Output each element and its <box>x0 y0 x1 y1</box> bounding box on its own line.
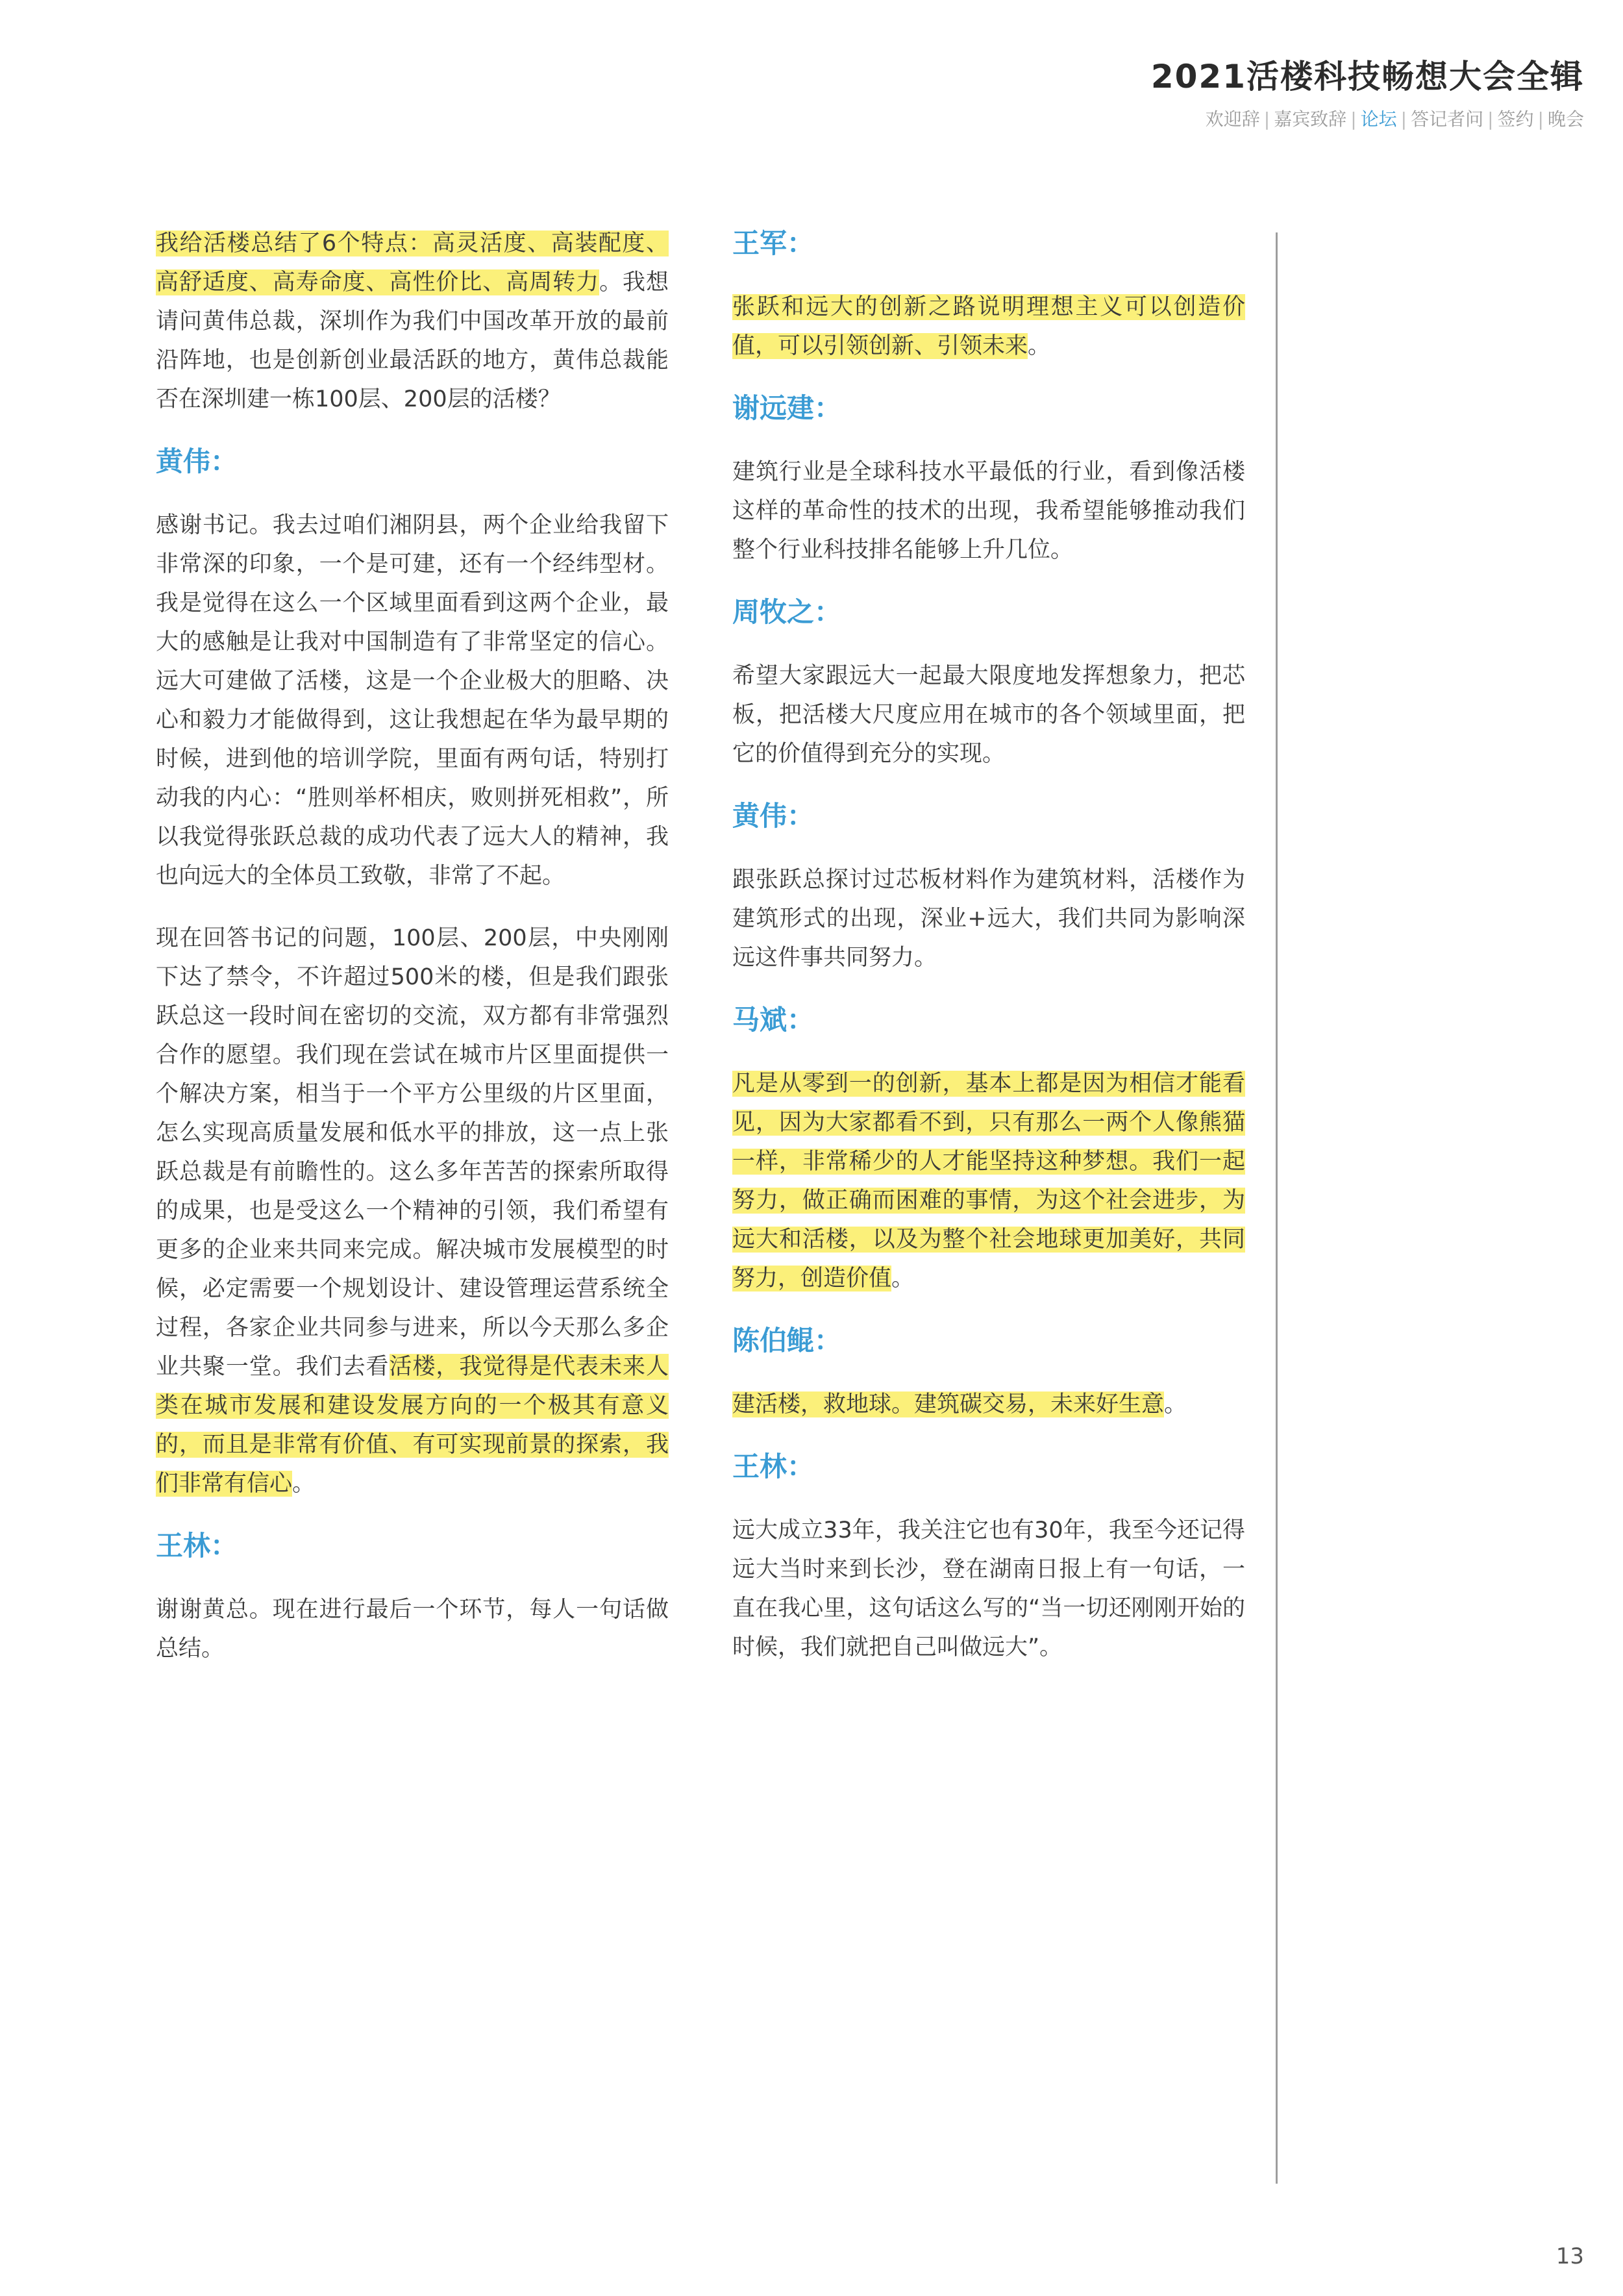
nav-separator: | <box>1263 108 1270 130</box>
paragraph-text: 现在回答书记的问题，100层、200层，中央刚刚下达了禁令，不许超过500米的楼，但是我们跟张跃总这一段时间在密切的交流，双方都有非常强烈合作的愿望。我们现在尝试在城市片区里面提供一个解决方案，相当于一个平方公里级的片区里面，怎么实现高质量发展和低水平的排放，这一点上张跃总裁是有前瞻性的。这么多年苦苦的探索所取得的成果，也是受这么一个精神的引领，我们希望有更多的企业来共同来完成。解决城市发展模型的时候，必定需要一个规划设计、建设管理运营系统全过程，各家企业共同参与进来，所以今天那么多企业共聚一堂。我们去看 <box>156 925 669 1380</box>
paragraph-text: 希望大家跟远大一起最大限度地发挥想象力，把芯板，把活楼大尺度应用在城市的各个领域里面，把它的价值得到充分的实现。 <box>732 663 1245 767</box>
nav-separator: | <box>1537 108 1544 130</box>
nav-separator: | <box>1400 108 1407 130</box>
left-column <box>156 224 669 1691</box>
speech-paragraph <box>732 453 1245 569</box>
speaker-name: 陈伯鲲： <box>732 1325 842 1356</box>
paragraph-text: 。 <box>292 1471 316 1497</box>
speaker-name: 王林： <box>156 1530 238 1562</box>
speech-paragraph <box>156 224 669 419</box>
highlighted-text: 我给活楼总结了6个特点：高灵活度、高装配度、高舒适度、高寿命度、高性价比、高周转力 <box>156 231 669 295</box>
nav-item[interactable]: 答记者问 <box>1411 108 1484 130</box>
speaker-name: 黄伟： <box>156 445 238 477</box>
speaker-name: 谢远建： <box>732 392 842 424</box>
speech-paragraph <box>156 1590 669 1668</box>
nav-separator: | <box>1487 108 1494 130</box>
nav-item[interactable]: 晚会 <box>1547 108 1584 130</box>
speaker-name: 周牧之： <box>732 596 842 628</box>
nav-item[interactable]: 论坛 <box>1360 108 1397 130</box>
paragraph-text: 建筑行业是全球科技水平最低的行业，看到像活楼这样的革命性的技术的出现，我希望能够推动我们整个行业科技排名能够上升几位。 <box>732 459 1245 563</box>
speech-paragraph <box>156 919 669 1503</box>
speaker-name: 马斌： <box>732 1004 815 1036</box>
speech-paragraph <box>732 1511 1245 1667</box>
speech-paragraph <box>732 1064 1245 1298</box>
paragraph-text: 。 <box>1164 1391 1187 1417</box>
page-number: 13 <box>1555 2243 1584 2269</box>
paragraph-text: 。 <box>1028 333 1051 359</box>
speaker-name: 王军： <box>732 227 815 259</box>
speech-paragraph <box>732 860 1245 977</box>
speaker-name: 黄伟： <box>732 800 815 832</box>
page-title: 2021活楼科技畅想大会全辑 <box>1150 58 1584 95</box>
paragraph-text: 。我想请问黄伟总裁，深圳作为我们中国改革开放的最前沿阵地，也是创新创业最活跃的地方，黄伟总裁能否在深圳建一栋100层、200层的活楼？ <box>156 269 669 412</box>
highlighted-text: 张跃和远大的创新之路说明理想主义可以创造价值，可以引领创新、引领未来 <box>732 294 1245 359</box>
highlighted-text: 活楼，我觉得是代表未来人类在城市发展和建设发展方向的一个极其有意义的，而且是非常有价值、有可实现前景的探索，我们非常有信心 <box>156 1354 669 1497</box>
speech-paragraph <box>732 1385 1245 1424</box>
nav-item[interactable]: 签约 <box>1497 108 1534 130</box>
paragraph-text: 谢谢黄总。现在进行最后一个环节，每人一句话做总结。 <box>156 1597 669 1662</box>
paragraph-text: 感谢书记。我去过咱们湘阴县，两个企业给我留下非常深的印象，一个是可建，还有一个经纬型材。我是觉得在这么一个区域里面看到这两个企业，最大的感触是让我对中国制造有了非常坚定的信心。远大可建做了活楼，这是一个企业极大的胆略、决心和毅力才能做得到，这让我想起在华为最早期的时候，进到他的培训学院，里面有两句话，特别打动我的内心：“胜则举杯相庆，败则拼死相救”，所以我觉得张跃总裁的成功代表了远大人的精神，我也向远大的全体员工致敬，非常了不起。 <box>156 512 669 889</box>
section-nav <box>1206 105 1584 131</box>
right-column <box>732 224 1245 1690</box>
column-divider <box>1276 232 1278 2184</box>
paragraph-text: 远大成立33年，我关注它也有30年，我至今还记得远大当时来到长沙，登在湖南日报上有一句话，一直在我心里，这句话这么写的“当一切还刚刚开始的时候，我们就把自己叫做远大”。 <box>732 1517 1245 1660</box>
paragraph-text: 跟张跃总探讨过芯板材料作为建筑材料，活楼作为建筑形式的出现，深业+远大，我们共同为影响深远这件事共同努力。 <box>732 867 1245 971</box>
nav-separator: | <box>1350 108 1357 130</box>
nav-item[interactable]: 嘉宾致辞 <box>1274 108 1347 130</box>
paragraph-text: 。 <box>891 1266 915 1292</box>
speaker-name: 王林： <box>732 1451 815 1482</box>
nav-item[interactable]: 欢迎辞 <box>1205 108 1260 130</box>
speech-paragraph <box>732 656 1245 773</box>
speech-paragraph <box>732 288 1245 366</box>
speech-paragraph <box>156 506 669 895</box>
highlighted-text: 凡是从零到一的创新，基本上都是因为相信才能看见，因为大家都看不到，只有那么一两个人像熊猫一样，非常稀少的人才能坚持这种梦想。我们一起努力，做正确而困难的事情，为这个社会进步，为远大和活楼，以及为整个社会地球更加美好，共同努力，创造价值 <box>732 1071 1245 1292</box>
highlighted-text: 建活楼，救地球。建筑碳交易，未来好生意 <box>732 1391 1165 1417</box>
